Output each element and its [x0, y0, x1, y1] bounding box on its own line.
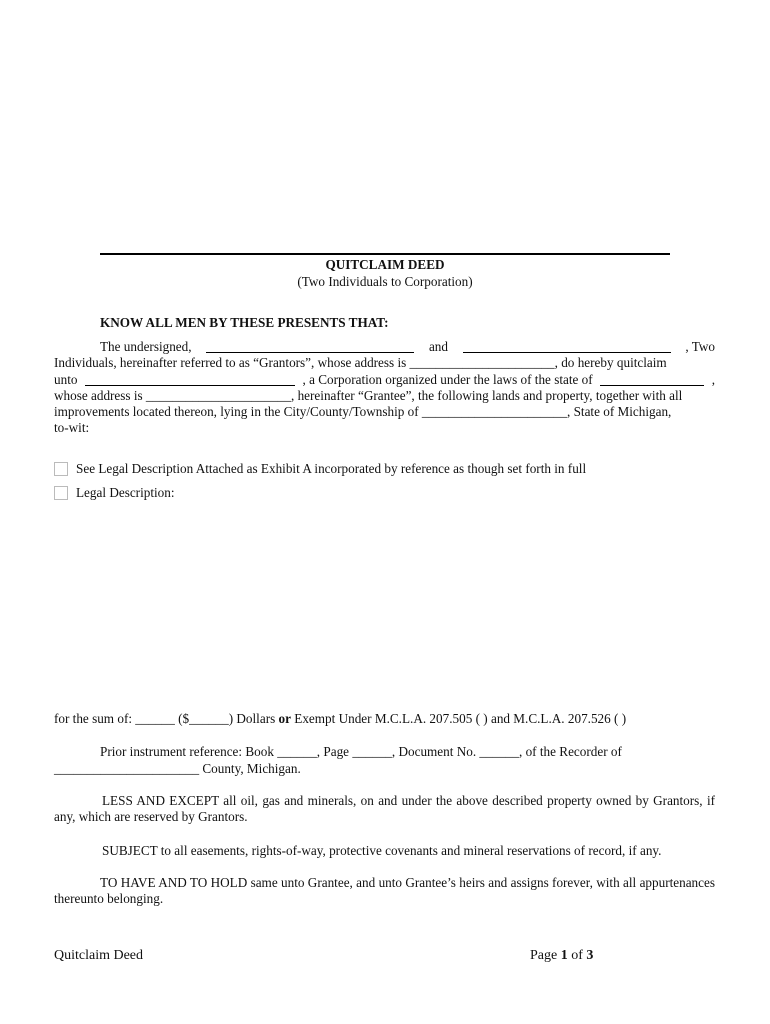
grant-line-5: improvements located thereon, lying in the City/County/Township of ______________________, State of Michigan, [54, 404, 672, 420]
page-current: 1 [560, 948, 568, 963]
legal-description-option [54, 485, 175, 501]
grant-line-4: whose address is ______________________, hereinafter “Grantee”, the following lands and property, together with all [54, 387, 683, 403]
sum-exempt: Exempt Under M.C.L.A. 207.505 ( ) and M.C.L.A. 207.526 ( ) [290, 711, 627, 726]
of-word: of [567, 948, 587, 963]
to-have-paragraph [54, 875, 715, 908]
document-title: QUITCLAIM DEED [325, 257, 445, 272]
sum-line [54, 711, 626, 727]
state-field[interactable] [600, 372, 704, 386]
grantor-1-name-field[interactable] [206, 339, 414, 353]
page-total: 3 [586, 948, 594, 963]
prior-reference-line-1: Prior instrument reference: Book ______, Page ______, Document No. ______, of the Recorder of [100, 744, 622, 759]
grant-line-2: Individuals, hereinafter referred to as “Grantors”, whose address is ______________________, do hereby quitclaim [54, 355, 667, 371]
document-subtitle: (Two Individuals to Corporation) [297, 274, 473, 289]
grant-undersigned: The undersigned, [100, 339, 192, 354]
legal-description-checkbox[interactable] [54, 486, 68, 500]
grant-line-6: to-wit: [54, 420, 90, 436]
grantor-2-name-field[interactable] [463, 339, 671, 353]
grant-and: and [428, 339, 448, 354]
intro-heading: KNOW ALL MEN BY THESE PRESENTS THAT: [100, 315, 389, 330]
exhibit-checkbox[interactable] [54, 462, 68, 476]
grant-corporation: , a Corporation organized under the laws of the state of [302, 371, 593, 387]
page-word: Page [530, 948, 561, 963]
grant-paragraph [54, 339, 715, 437]
legal-description-label: Legal Description: [76, 485, 175, 500]
grant-line-1 [54, 339, 715, 355]
grant-line-3 [54, 372, 715, 388]
subject-to-paragraph: SUBJECT to all easements, rights-of-way, protective covenants and mineral reservations of record, if any. [102, 843, 662, 858]
less-and-except-paragraph [54, 793, 715, 826]
grant-two: , Two [685, 339, 715, 354]
grant-unto: unto [54, 371, 78, 387]
exhibit-option [54, 461, 586, 477]
to-have-text: TO HAVE AND TO HOLD same unto Grantee, and unto Grantee’s heirs and assigns forever, with all appurtenances thereunto belonging. [54, 875, 715, 907]
exhibit-label: See Legal Description Attached as Exhibit A incorporated by reference as though set forth in full [76, 461, 587, 476]
sum-text: for the sum of: ______ ($______) Dollars [54, 711, 276, 726]
footer-page-number [530, 948, 593, 964]
grantee-name-field[interactable] [85, 372, 295, 386]
less-and-except-text: LESS AND EXCEPT all oil, gas and minerals, on and under the above described property owned by Grantors, if any, which are reserved by Grantors. [54, 793, 715, 825]
footer-document-name: Quitclaim Deed [54, 948, 144, 963]
top-rule [100, 253, 670, 255]
grant-comma: , [711, 371, 715, 387]
sum-or: or [278, 711, 291, 726]
prior-reference-line-2: ______________________ County, Michigan. [54, 761, 301, 776]
